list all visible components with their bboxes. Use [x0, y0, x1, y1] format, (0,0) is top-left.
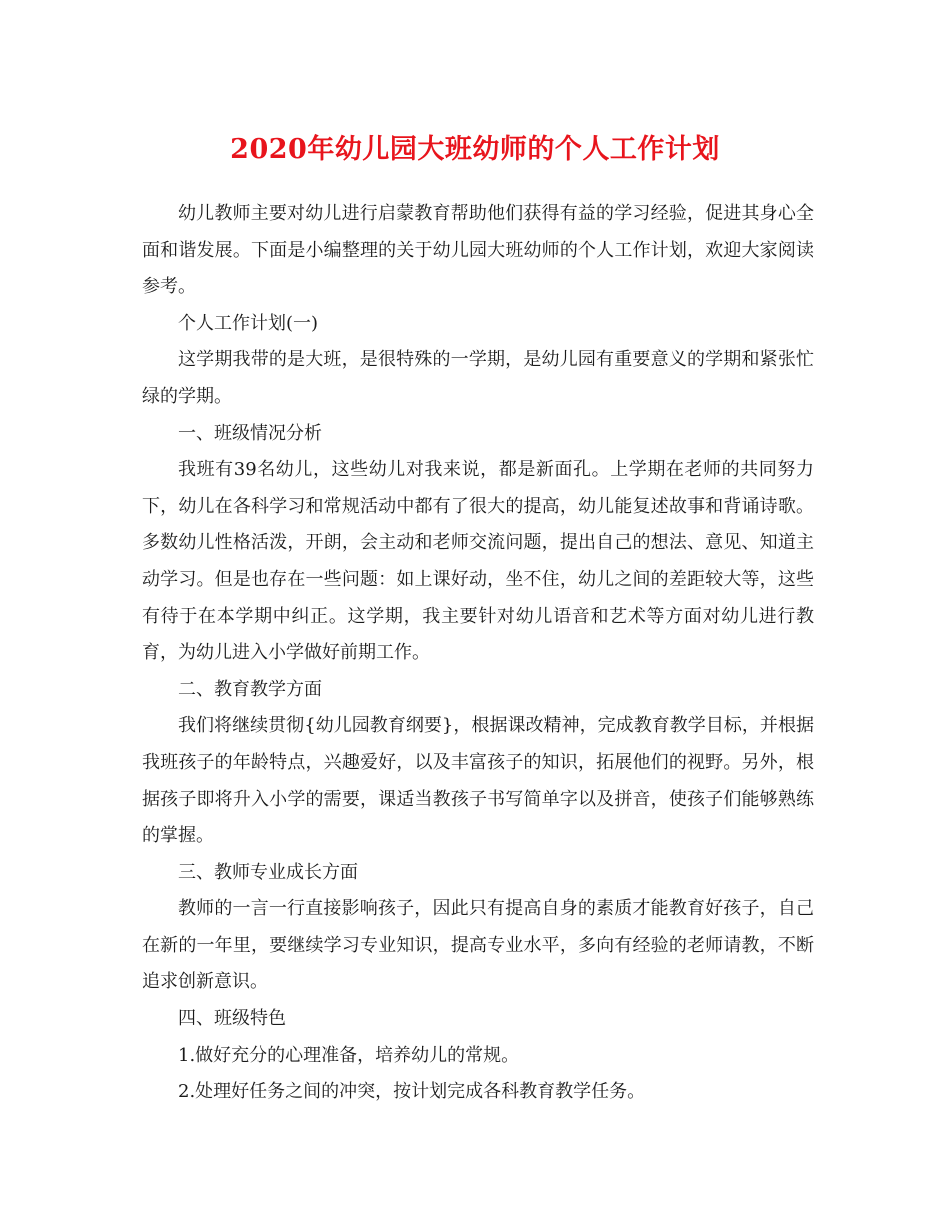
document-body [142, 196, 814, 1111]
teaching-paragraph: 我们将继续贯彻{幼儿园教育纲要}，根据课改精神，完成教育教学目标，并根据我班孩子的年龄特点，兴趣爱好，以及丰富孩子的知识，拓展他们的视野。另外，根据孩子即将升入小学的需要，课适当教孩子书写简单字以及拼音，使孩子们能够熟练的掌握。 [142, 715, 814, 847]
plan-intro-paragraph: 这学期我带的是大班，是很特殊的一学期，是幼儿园有重要意义的学期和紧张忙绿的学期。 [142, 349, 814, 407]
section-heading-features: 四、班级特色 [178, 1008, 286, 1030]
feature-item-2: 2.处理好任务之间的冲突，按计划完成各科教育教学任务。 [178, 1081, 646, 1103]
document-title: 2020年幼儿园大班幼师的个人工作计划 [230, 134, 720, 165]
plan-heading: 个人工作计划(一) [178, 312, 319, 334]
class-analysis-paragraph: 我班有39名幼儿，这些幼儿对我来说，都是新面孔。上学期在老师的共同努力下，幼儿在各科学习和常规活动中都有了很大的提高，幼儿能复述故事和背诵诗歌。多数幼儿性格活泼，开朗，会主动和老师交流问题，提出自己的想法、意见、知道主动学习。但是也存在一些问题：如上课好动，坐不住，幼儿之间的差距较大等，这些有待于在本学期中纠正。这学期，我主要针对幼儿语音和艺术等方面对幼儿进行教育，为幼儿进入小学做好前期工作。 [142, 459, 814, 664]
feature-item-1: 1.做好充分的心理准备，培养幼儿的常规。 [178, 1044, 520, 1066]
section-heading-class-analysis: 一、班级情况分析 [178, 422, 322, 444]
intro-paragraph: 幼儿教师主要对幼儿进行启蒙教育帮助他们获得有益的学习经验，促进其身心全面和谐发展。下面是小编整理的关于幼儿园大班幼师的个人工作计划，欢迎大家阅读参考。 [142, 203, 814, 298]
growth-paragraph: 教师的一言一行直接影响孩子，因此只有提高自身的素质才能教育好孩子，自己在新的一年里，要继续学习专业知识，提高专业水平，多向有经验的老师请教，不断追求创新意识。 [142, 898, 814, 993]
section-heading-growth: 三、教师专业成长方面 [178, 861, 358, 883]
section-heading-teaching: 二、教育教学方面 [178, 678, 322, 700]
